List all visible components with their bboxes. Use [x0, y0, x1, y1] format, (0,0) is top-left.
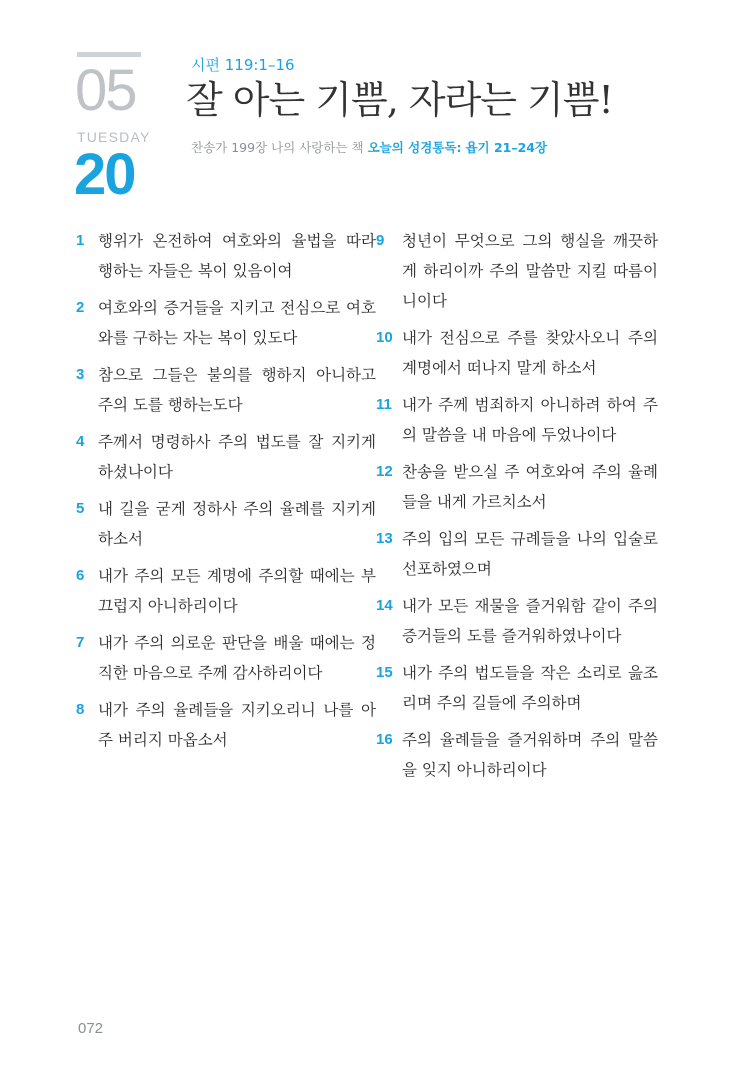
scripture-reference: 시편 119:1–16: [191, 56, 295, 74]
verse-number: 6: [76, 567, 85, 584]
verse-text: 내가 주의 법도들을 작은 소리로 읊조리며 주의 길들에 주의하며: [402, 664, 658, 712]
today-reading-label: 오늘의 성경통독:: [367, 140, 462, 155]
verse-number: 1: [76, 232, 85, 249]
verse-text: 주께서 명령하사 주의 법도를 잘 지키게 하셨나이다: [98, 433, 376, 481]
verse: [376, 591, 658, 651]
verse-text: 내가 전심으로 주를 찾았사오니 주의 계명에서 떠나지 말게 하소서: [402, 329, 658, 377]
verse-number: 2: [76, 299, 85, 316]
verse: [76, 427, 376, 487]
verse-text: 내가 모든 재물을 즐거워함 같이 주의 증거들의 도를 즐거워하였나이다: [402, 597, 658, 645]
verse: [76, 561, 376, 621]
verse-text: 찬송을 받으실 주 여호와여 주의 율례들을 내게 가르치소서: [402, 463, 658, 511]
verse: [376, 658, 658, 718]
verse: [76, 494, 376, 554]
verse-text: 내가 주께 범죄하지 아니하려 하여 주의 말씀을 내 마음에 두었나이다: [402, 396, 658, 444]
verse-number: 14: [376, 597, 393, 614]
verse: [376, 226, 658, 316]
verse-text: 참으로 그들은 불의를 행하지 아니하고 주의 도를 행하는도다: [98, 366, 376, 414]
verse-number: 13: [376, 530, 393, 547]
verse: [376, 524, 658, 584]
verse: [76, 360, 376, 420]
verse-number: 7: [76, 634, 85, 651]
weekday-label: TUESDAY: [77, 129, 151, 145]
verses-right-column: [376, 226, 658, 792]
verse: [376, 390, 658, 450]
verse-text: 내 길을 굳게 정하사 주의 율례를 지키게 하소서: [98, 500, 376, 548]
verse: [76, 628, 376, 688]
verse: [376, 323, 658, 383]
verse-number: 5: [76, 500, 85, 517]
verse-number: 9: [376, 232, 385, 249]
verse-text: 청년이 무엇으로 그의 행실을 깨끗하게 하리이까 주의 말씀만 지킬 따름이니이다: [402, 232, 658, 310]
verse-text: 행위가 온전하여 여호와의 율법을 따라 행하는 자들은 복이 있음이여: [98, 232, 376, 280]
page-number: 072: [78, 1020, 104, 1037]
verse-number: 12: [376, 463, 393, 480]
verse-number: 16: [376, 731, 393, 748]
verse-number: 8: [76, 701, 85, 718]
day-number: 20: [74, 142, 135, 207]
verses-left-column: [76, 226, 376, 762]
verse-text: 주의 율례들을 즐거워하며 주의 말씀을 잊지 아니하리이다: [402, 731, 658, 779]
hymn-info: 찬송가 199장 나의 사랑하는 책: [191, 140, 364, 155]
reading-meta: [191, 138, 547, 156]
verse-text: 여호와의 증거들을 지키고 전심으로 여호와를 구하는 자는 복이 있도다: [98, 299, 376, 347]
today-reading: 욥기 21–24장: [465, 140, 548, 155]
month-number: 05: [75, 58, 136, 123]
verse-number: 10: [376, 329, 393, 346]
date-divider: [77, 52, 141, 57]
verse: [76, 226, 376, 286]
page-title: 잘 아는 기쁨, 자라는 기쁨!: [186, 78, 613, 122]
verse-number: 15: [376, 664, 393, 681]
verse-number: 3: [76, 366, 85, 383]
verse: [76, 293, 376, 353]
verse: [376, 457, 658, 517]
verse-number: 4: [76, 433, 85, 450]
verse-number: 11: [376, 396, 392, 413]
verse-text: 내가 주의 의로운 판단을 배울 때에는 정직한 마음으로 주께 감사하리이다: [98, 634, 376, 682]
verse-text: 내가 주의 율례들을 지키오리니 나를 아주 버리지 마옵소서: [98, 701, 376, 749]
verse-text: 내가 주의 모든 계명에 주의할 때에는 부끄럽지 아니하리이다: [98, 567, 376, 615]
verse-text: 주의 입의 모든 규례들을 나의 입술로 선포하였으며: [402, 530, 658, 578]
verse: [376, 725, 658, 785]
verse: [76, 695, 376, 755]
